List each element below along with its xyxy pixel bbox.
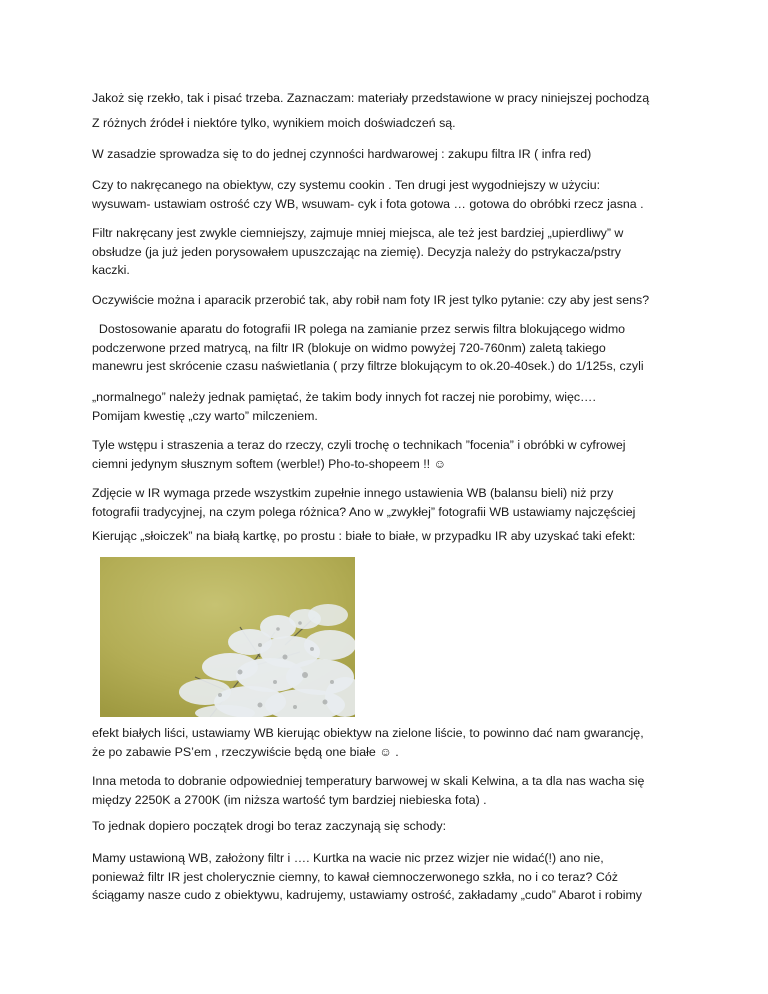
paragraph-15 (92, 849, 692, 905)
text-line: Jakoż się rzekło, tak i pisać trzeba. Zaznaczam: materiały przedstawione w pracy niniejszej pochodzą (92, 91, 650, 105)
ir-tree-photo (100, 557, 355, 717)
text-line: między 2250K a 2700K (im niższa wartość tym bardziej niebieska fota) . (92, 792, 487, 807)
paragraph-13 (92, 772, 692, 809)
text-line: Filtr nakręcany jest zwykle ciemniejszy, zajmuje mniej miejsca, ale też jest bardziej „upierdliwy” w (92, 226, 624, 240)
paragraph-3 (92, 145, 692, 164)
paragraph-6 (92, 291, 692, 310)
text-line: W zasadzie sprowadza się to do jednej czynności hardwarowej : zakupu filtra IR ( infra red) (92, 147, 592, 161)
paragraph-4 (92, 176, 692, 213)
text-line: kaczki. (92, 263, 130, 278)
text-line: manewru jest skrócenie czasu naświetlania ( przy filtrze blokującym to ok.20-40sek.) do 1/125s, czyli (92, 359, 644, 374)
text-line: Czy to nakręcanego na obiektyw, czy systemu cookin . Ten drugi jest wygodniejszy w użyciu: (92, 178, 601, 192)
text-line: fotografii tradycyjnej, na czym polega różnica? Ano w „zwykłej” fotografii WB ustawiamy najczęściej (92, 504, 636, 519)
paragraph-7 (92, 320, 692, 376)
paragraph-5 (92, 224, 692, 280)
paragraph-9 (92, 436, 692, 473)
text-line: Zdjęcie w IR wymaga przede wszystkim zupełnie innego ustawienia WB (balansu bieli) niż przy (92, 486, 614, 500)
text-line: Mamy ustawioną WB, założony filtr i …. Kurtka na wacie nic przez wizjer nie widać(!) ano nie, (92, 851, 604, 865)
text-line: że po zabawie PS’em , rzeczywiście będą one białe ☺ . (92, 744, 399, 759)
paragraph-2 (92, 114, 692, 133)
paragraph-10 (92, 484, 692, 521)
photo-canvas (100, 557, 355, 717)
text-line: „normalnego” należy jednak pamiętać, że takim body innych fot raczej nie porobimy, więc…. (92, 390, 596, 404)
paragraph-12 (92, 724, 692, 761)
text-line: Dostosowanie aparatu do fotografii IR polega na zamianie przez serwis filtra blokującego widmo (92, 322, 626, 336)
paragraph-11 (92, 527, 692, 546)
text-line: Oczywiście można i aparacik przerobić tak, aby robił nam foty IR jest tylko pytanie: czy aby jest sens? (92, 293, 650, 307)
text-line: ściągamy nasze cudo z obiektywu, kadrujemy, ustawiamy ostrość, zakładamy „cudo” Abarot i robimy (92, 888, 642, 903)
text-line: Z różnych źródeł i niektóre tylko, wynikiem moich doświadczeń są. (92, 116, 456, 130)
text-line: wysuwam- ustawiam ostrość czy WB, wsuwam- cyk i fota gotowa … gotowa do obróbki rzecz jasna . (92, 196, 644, 211)
text-line: efekt białych liści, ustawiamy WB kierując obiektyw na zielone liście, to powinno dać nam gwarancję, (92, 726, 644, 740)
text-line: Pomijam kwestię „czy warto” milczeniem. (92, 408, 318, 423)
text-line: ciemni jedynym słusznym softem (werble!) Pho-to-shopeem !! ☺ (92, 456, 447, 471)
paragraph-14 (92, 817, 692, 836)
paragraph-8 (92, 388, 692, 425)
text-line: obsłudze (ja już jeden porysowałem upuszczając na ziemię). Decyzja należy do pstrykacza/pstry (92, 244, 621, 259)
text-line: To jednak dopiero początek drogi bo teraz zaczynają się schody: (92, 819, 447, 833)
text-line: Tyle wstępu i straszenia a teraz do rzeczy, czyli trochę o technikach ”focenia” i obróbki w cyfrowej (92, 438, 626, 452)
text-line: ponieważ filtr IR jest cholerycznie ciemny, to kawał ciemnoczerwonego szkła, no i co teraz? Cóż (92, 869, 618, 884)
text-line: podczerwone przed matrycą, na filtr IR (blokuje on widmo powyżej 720-760nm) zaletą takiego (92, 340, 606, 355)
text-line: Inna metoda to dobranie odpowiedniej temperatury barwowej w skali Kelwina, a ta dla nas wacha się (92, 774, 645, 788)
paragraph-1 (92, 89, 692, 108)
text-line: Kierując „słoiczek” na białą kartkę, po prostu : białe to białe, w przypadku IR aby uzyskać taki efekt: (92, 529, 636, 543)
